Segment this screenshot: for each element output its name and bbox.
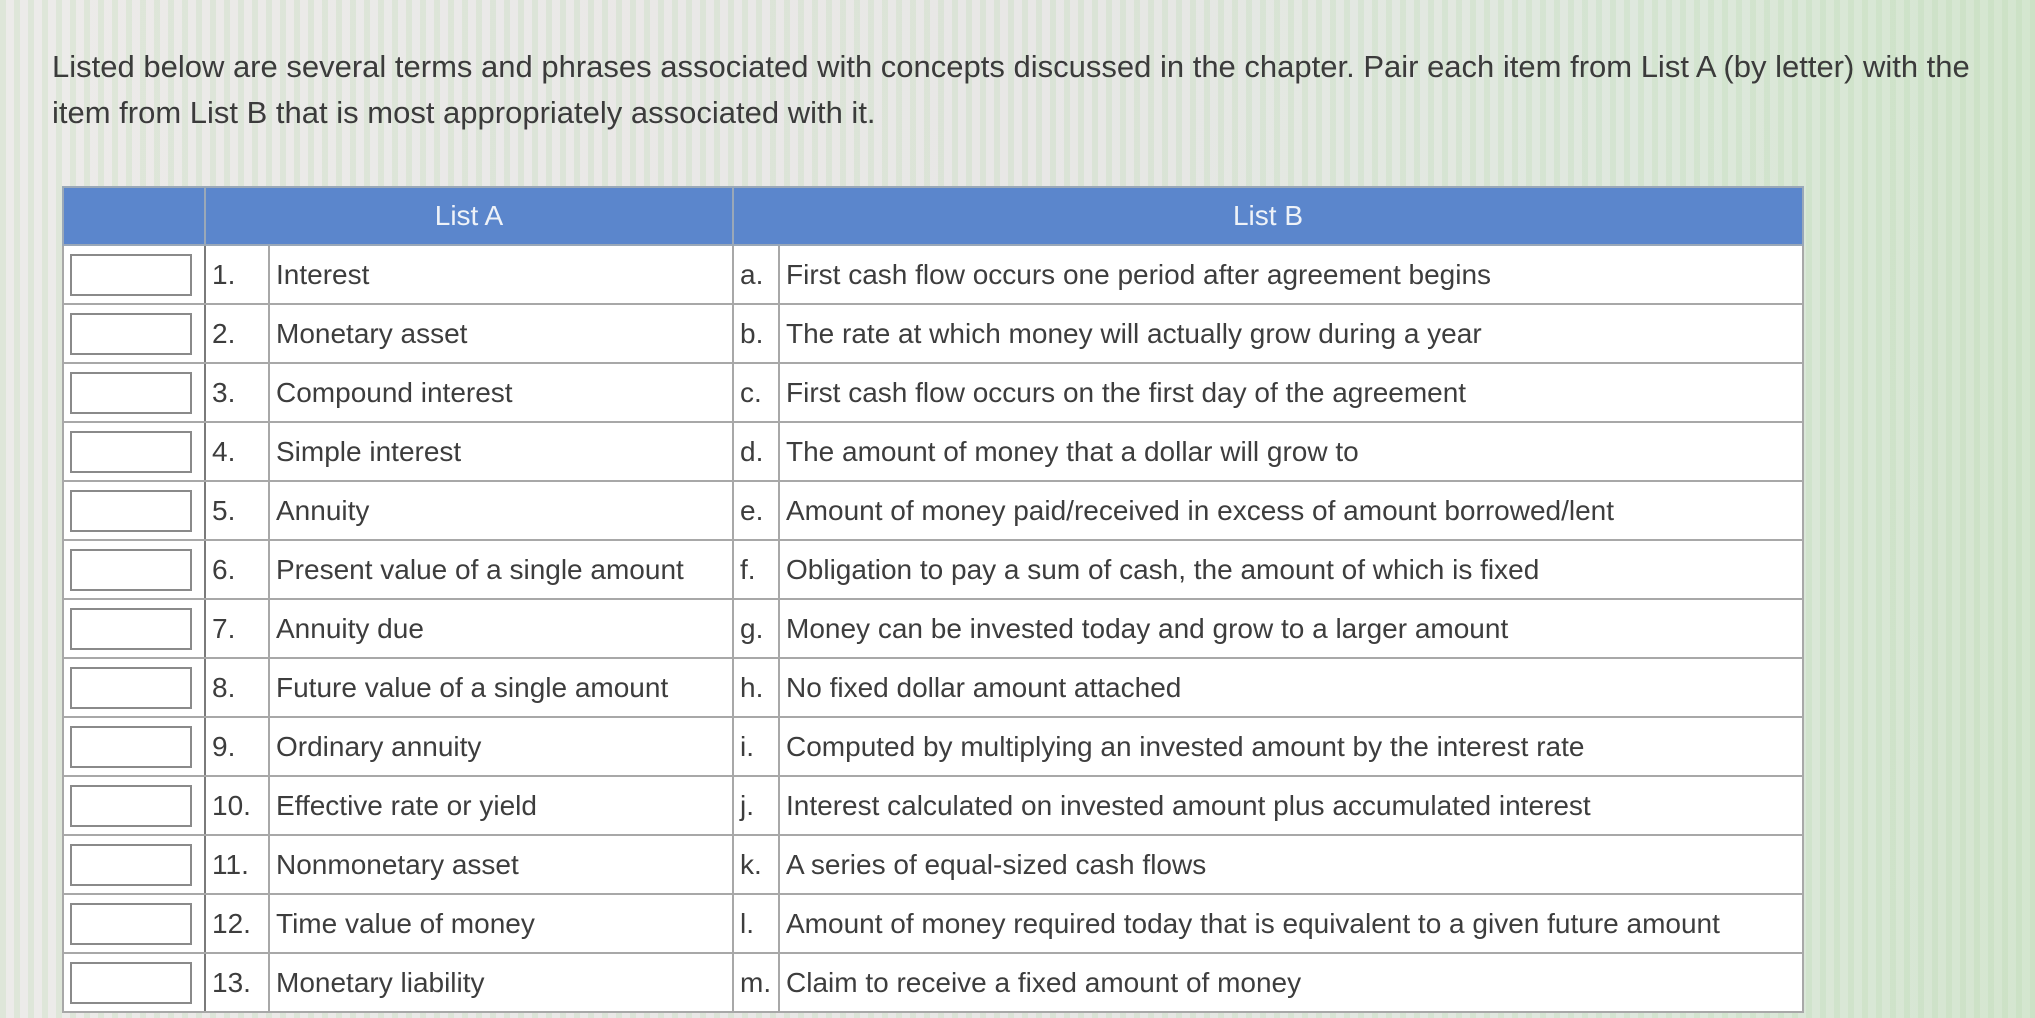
answer-cell[interactable] [63, 304, 205, 363]
answer-cell[interactable] [63, 599, 205, 658]
list-a-number: 11. [205, 835, 269, 894]
table-row [63, 658, 1803, 717]
list-b-letter: d. [733, 422, 779, 481]
answer-input-6[interactable] [70, 549, 192, 591]
list-b-header: List B [733, 187, 1803, 245]
list-a-number: 7. [205, 599, 269, 658]
list-a-number: 8. [205, 658, 269, 717]
answer-cell[interactable] [63, 422, 205, 481]
list-b-letter: h. [733, 658, 779, 717]
list-a-term: Future value of a single amount [269, 658, 733, 717]
answer-input-2[interactable] [70, 313, 192, 355]
list-b-letter: l. [733, 894, 779, 953]
answer-input-12[interactable] [70, 903, 192, 945]
list-b-description: First cash flow occurs on the first day of the agreement [779, 363, 1803, 422]
list-a-term: Nonmonetary asset [269, 835, 733, 894]
answer-cell[interactable] [63, 363, 205, 422]
list-a-number: 5. [205, 481, 269, 540]
list-b-description: The amount of money that a dollar will grow to [779, 422, 1803, 481]
list-a-number: 10. [205, 776, 269, 835]
list-b-letter: m. [733, 953, 779, 1012]
list-b-description: Money can be invested today and grow to a larger amount [779, 599, 1803, 658]
list-b-description: Computed by multiplying an invested amount by the interest rate [779, 717, 1803, 776]
table-row [63, 835, 1803, 894]
answer-input-13[interactable] [70, 962, 192, 1004]
table-row [63, 776, 1803, 835]
list-a-term: Time value of money [269, 894, 733, 953]
table-row [63, 245, 1803, 304]
list-a-number: 9. [205, 717, 269, 776]
list-b-letter: a. [733, 245, 779, 304]
answer-input-8[interactable] [70, 667, 192, 709]
table-header-row [63, 187, 1803, 245]
table-row [63, 422, 1803, 481]
list-b-letter: j. [733, 776, 779, 835]
list-b-description: The rate at which money will actually grow during a year [779, 304, 1803, 363]
answer-cell[interactable] [63, 245, 205, 304]
list-a-number: 3. [205, 363, 269, 422]
list-b-description: A series of equal-sized cash flows [779, 835, 1803, 894]
answer-input-9[interactable] [70, 726, 192, 768]
matching-table-container [62, 186, 1804, 1013]
list-a-number: 2. [205, 304, 269, 363]
list-a-number: 1. [205, 245, 269, 304]
list-a-term: Present value of a single amount [269, 540, 733, 599]
answer-cell[interactable] [63, 835, 205, 894]
list-a-number: 4. [205, 422, 269, 481]
answer-column-header [63, 187, 205, 245]
list-a-number: 12. [205, 894, 269, 953]
list-b-description: Amount of money paid/received in excess of amount borrowed/lent [779, 481, 1803, 540]
list-b-letter: f. [733, 540, 779, 599]
table-row [63, 894, 1803, 953]
list-b-description: First cash flow occurs one period after agreement begins [779, 245, 1803, 304]
answer-cell[interactable] [63, 953, 205, 1012]
table-row [63, 953, 1803, 1012]
list-a-term: Interest [269, 245, 733, 304]
list-b-description: Interest calculated on invested amount plus accumulated interest [779, 776, 1803, 835]
table-row [63, 363, 1803, 422]
list-a-term: Ordinary annuity [269, 717, 733, 776]
answer-input-3[interactable] [70, 372, 192, 414]
list-a-term: Annuity [269, 481, 733, 540]
list-a-term: Effective rate or yield [269, 776, 733, 835]
list-a-number: 6. [205, 540, 269, 599]
list-b-description: Claim to receive a fixed amount of money [779, 953, 1803, 1012]
instructions-text: Listed below are several terms and phrases associated with concepts discussed in the chapter. Pair each item from List A (by letter) with the item from List B that is most appropriately associated with it. [52, 49, 1970, 130]
list-b-description: No fixed dollar amount attached [779, 658, 1803, 717]
matching-table [62, 186, 1804, 1013]
answer-input-7[interactable] [70, 608, 192, 650]
list-b-letter: b. [733, 304, 779, 363]
list-b-letter: c. [733, 363, 779, 422]
answer-input-1[interactable] [70, 254, 192, 296]
list-a-term: Monetary liability [269, 953, 733, 1012]
list-b-description: Obligation to pay a sum of cash, the amount of which is fixed [779, 540, 1803, 599]
list-a-number: 13. [205, 953, 269, 1012]
answer-input-10[interactable] [70, 785, 192, 827]
answer-cell[interactable] [63, 481, 205, 540]
table-row [63, 717, 1803, 776]
answer-cell[interactable] [63, 540, 205, 599]
list-b-letter: k. [733, 835, 779, 894]
list-a-term: Monetary asset [269, 304, 733, 363]
answer-input-4[interactable] [70, 431, 192, 473]
answer-cell[interactable] [63, 658, 205, 717]
list-b-description: Amount of money required today that is equivalent to a given future amount [779, 894, 1803, 953]
table-row [63, 599, 1803, 658]
table-row [63, 481, 1803, 540]
answer-input-5[interactable] [70, 490, 192, 532]
list-a-term: Annuity due [269, 599, 733, 658]
table-body [63, 245, 1803, 1012]
table-row [63, 540, 1803, 599]
list-b-letter: i. [733, 717, 779, 776]
answer-cell[interactable] [63, 717, 205, 776]
list-a-term: Simple interest [269, 422, 733, 481]
answer-cell[interactable] [63, 776, 205, 835]
table-row [63, 304, 1803, 363]
list-a-term: Compound interest [269, 363, 733, 422]
answer-input-11[interactable] [70, 844, 192, 886]
list-b-letter: e. [733, 481, 779, 540]
list-a-header: List A [205, 187, 733, 245]
answer-cell[interactable] [63, 894, 205, 953]
list-b-letter: g. [733, 599, 779, 658]
